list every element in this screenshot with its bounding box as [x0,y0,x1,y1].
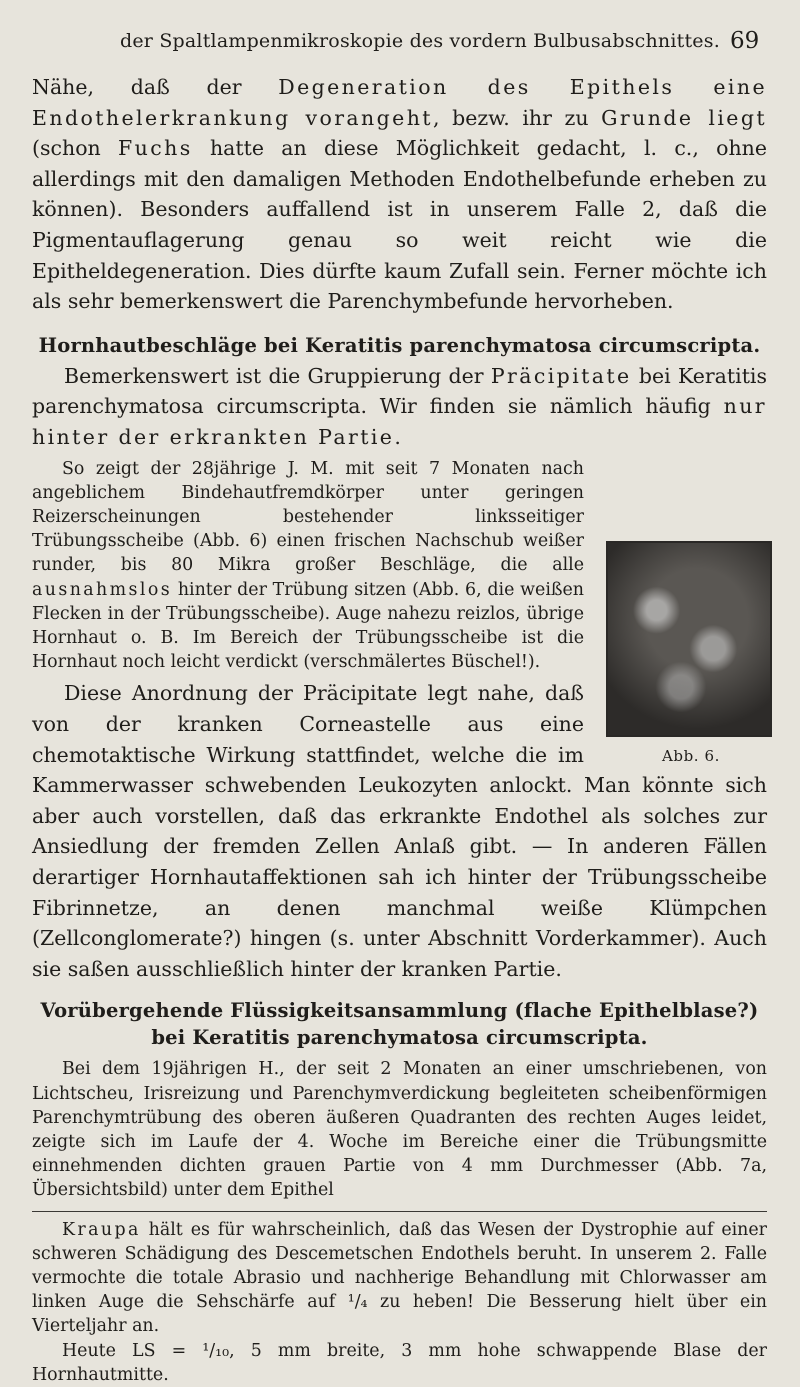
paragraph-1 [32,72,767,317]
footnote-divider [32,1211,767,1212]
running-head: der Spaltlampenmikroskopie des vordern Bulbusabschnittes. [120,30,720,52]
text-span: Bemerkenswert ist die Gruppierung der [64,363,491,388]
section-heading-precipitates: Hornhautbeschläge bei Keratitis parenchymatosa circumscripta. [38,333,761,357]
text-span: hatte an diese Möglichkeit gedacht, l. c., ohne allerdings mit den damaligen Methoden Endothelbefunde erheben zu können). Besonders auffallend ist in unserem Falle 2, daß die Pigmentauflagerung genau so weit reicht wie die Epitheldegeneration. Dies dürfte kaum Zufall sein. Ferner möchte ich als sehr bemerkenswert die Parenchymbefunde hervorheben. [32,136,768,314]
text-span: hinter der Trübung sitzen (Abb. 6, die weißen Flecken in der Trübungsscheibe). Auge nahezu reizlos, übrige Hornhaut o. B. Im Bereich der Trübungsscheibe ist die Hornhaut noch leicht verdickt (verschmälertes Büschel!). [32,579,584,673]
figure-caption: Abb. 6. [661,746,721,765]
page-header [0,30,800,60]
emphasis-text: ausnahmslos [32,579,173,600]
emphasis-text: nur hinter der erkrankten Partie [32,394,767,449]
slit-lamp-image [606,541,772,737]
page-number: 69 [730,28,760,54]
figure-abb-6 [602,541,780,765]
text-span: , bezw. ihr zu [432,105,602,130]
footnote-2: Heute LS = ¹/₁₀, 5 mm breite, 3 mm hohe schwappende Blase der Hornhautmitte. [32,1340,767,1385]
footnote-1 [32,1218,767,1339]
emphasis-text: Präcipitate [490,363,632,388]
text-span: (schon [32,136,119,161]
page-body [32,72,767,1387]
text-span: So zeigt der 28jährige J. M. mit seit 7 Monaten nach angeblichem Bindehautfremdkörper unter geringen Reizerscheinungen bestehender linksseitiger Trübungsscheibe (Abb. 6) einen frischen Nachschub weißer runder, bis 80 Mikra großer Beschläge, die alle [32,458,584,576]
author-name: Kraupa [62,1219,141,1240]
text-span: hält es für wahrscheinlich, daß das Wesen der Dystrophie auf einer schweren Schädigung des Descemetschen Endothels beruht. In unserem 2. Falle vermochte die totale Abrasio und nachherige Behandlung mit Chlorwasser am linken Auge die Sehschärfe auf ¹/₄ zu heben! Die Besserung hielt über ein Vierteljahr an. [32,1219,767,1337]
author-name: Fuchs [118,136,193,161]
paragraph-2 [32,361,767,453]
case-report-paragraph-2: Bei dem 19jährigen H., der seit 2 Monaten an einer umschriebenen, von Lichtscheu, Irisreizung und Parenchymverdickung begleiteten scheibenförmigen Parenchymtrübung des oberen äußeren Quadranten des rechten Auges leidet, zeigte sich im Laufe der 4. Woche im Bereiche einer die Trübungsmitte einnehmenden dichten grauen Partie von 4 mm Durchmesser (Abb. 7a, Übersichtsbild) unter dem Epithel [32,1059,767,1201]
emphasis-text: Degeneration des Epithels eine Endothelerkrankung vorangeht [32,75,767,130]
text-span: Nähe, daß der [32,75,279,99]
paragraph-4: Diese Anordnung der Präcipitate legt nahe, daß von der kranken Corneastelle aus eine chemotaktische Wirkung stattfindet, welche die im Kammerwasser schwebenden Leukozyten anlockt. Man könnte sich aber auch vorstellen, daß das erkrankte Endothel als solches zur Ansiedlung der fremden Zellen Anlaß gibt. — In anderen Fällen derartiger Hornhautaffektionen sah ich hinter der Trübungsscheibe Fibrinnetze, an denen manchmal weiße Klümpchen (Zellconglomerate?) hingen (s. unter Abschnitt Vorderkammer). Auch sie saßen ausschließlich hinter der kranken Partie. [32,681,767,981]
section-heading-fluid: Vorübergehende Flüssigkeitsansammlung (flache Epithelblase?) bei Keratitis parenchymatosa circumscripta. [40,999,759,1050]
text-span: . [394,424,401,449]
emphasis-text: Grunde liegt [601,105,767,130]
text-span: bei Keratitis parenchymatosa circumscripta. Wir finden sie nämlich häufig [32,363,768,419]
